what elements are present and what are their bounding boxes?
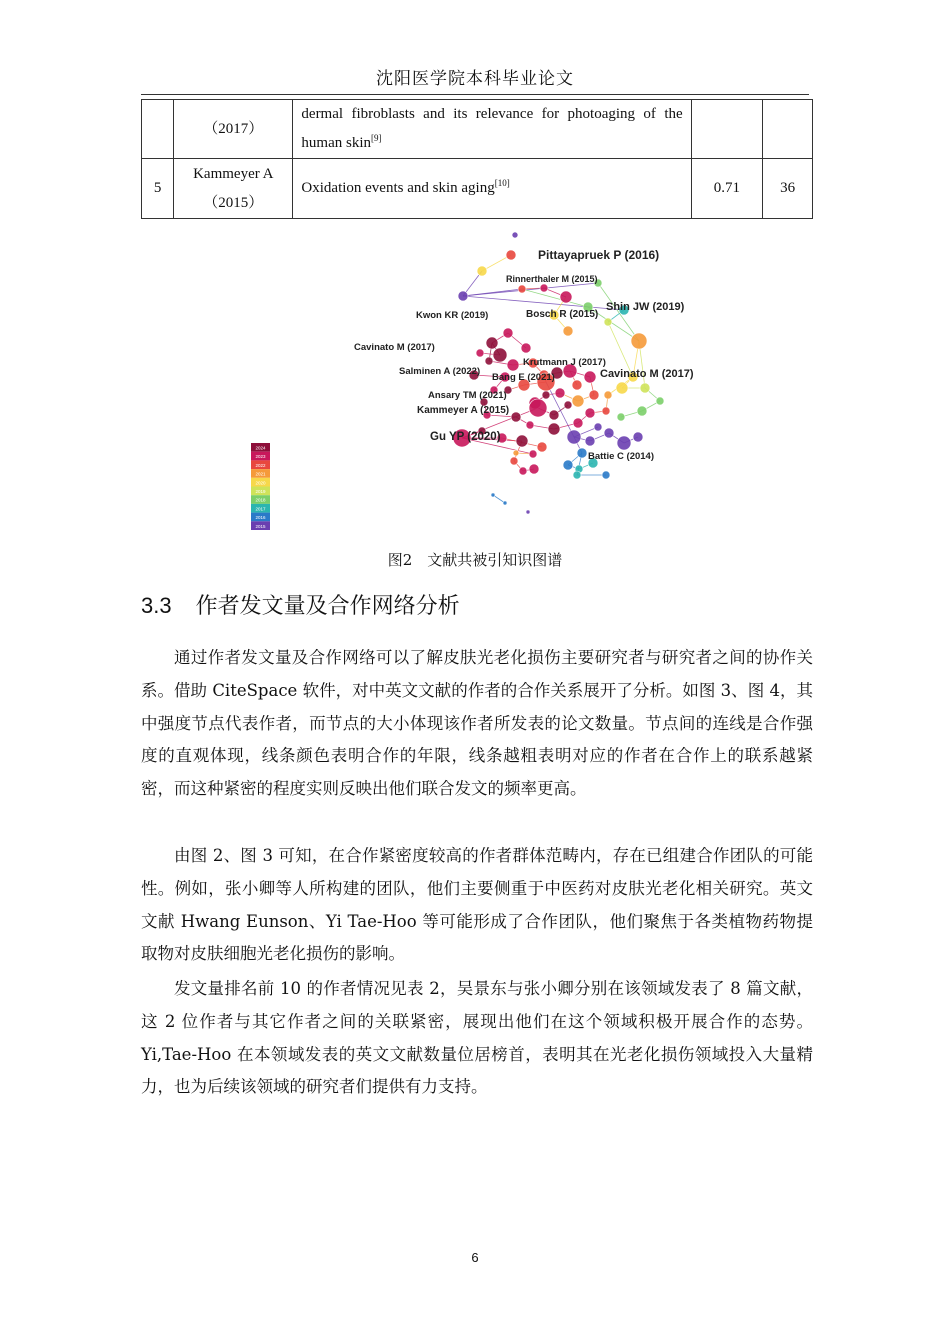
node-label: Bosch R (2015) — [526, 309, 599, 320]
network-node — [529, 399, 547, 417]
node-label: Rinnerthaler M (2015) — [506, 274, 598, 284]
network-node — [604, 428, 614, 438]
section-number: 3.3 — [141, 593, 172, 618]
network-node — [572, 380, 582, 390]
cell-score — [691, 100, 762, 159]
author-name: Kammeyer A — [193, 165, 274, 182]
node-label: Kammeyer A (2015) — [417, 405, 510, 416]
legend-year: 2024 — [255, 445, 266, 451]
node-label: Ansary TM (2021) — [428, 390, 507, 401]
header-rule — [141, 94, 809, 95]
section-title: 作者发文量及合作网络分析 — [195, 594, 460, 619]
legend-year: 2023 — [255, 454, 266, 460]
network-node — [563, 460, 573, 470]
page-header: 沈阳医学院本科毕业论文 — [376, 69, 574, 89]
legend-year: 2015 — [255, 523, 266, 529]
network-node — [513, 450, 519, 456]
network-node — [521, 343, 531, 353]
cell-title — [293, 159, 691, 219]
node-label: Krutmann J (2017) — [523, 357, 606, 368]
citation-table — [141, 99, 813, 219]
page-number: 6 — [471, 1250, 479, 1265]
network-node — [594, 423, 602, 431]
paragraph: 通过作者发文量及合作网络可以了解皮肤光老化损伤主要研究者与研究者之间的协作关系。借助 CiteSpace 软件，对中英文文献的作者的合作关系展开了分析。如图 3、图 4，其中强度节点代表作者，而节点的大小体现该作者所发表的论文数量。节点间的连线是合作强度的直观体现，线条颜色表明合作的年限，线条越粗表明对应的作者在合作上的联系越紧密，而这种紧密的程度实则反映出他们联合发文的频率更高。 — [141, 648, 813, 799]
author-year: （2015） — [203, 194, 264, 211]
network-node — [640, 383, 650, 393]
network-node — [637, 406, 647, 416]
cell-rank — [142, 100, 174, 159]
network-node — [506, 250, 516, 260]
network-node — [572, 395, 584, 407]
network-node — [476, 349, 484, 357]
legend-year: 2021 — [255, 471, 266, 477]
network-node — [616, 382, 628, 394]
legend-year: 2016 — [255, 515, 266, 521]
network-node — [560, 291, 572, 303]
node-label: Cavinato M (2017) — [600, 368, 694, 380]
network-node — [585, 436, 595, 446]
network-edge — [463, 283, 598, 296]
legend-year: 2018 — [255, 497, 266, 503]
node-label: Shin JW (2019) — [606, 301, 685, 313]
node-label: Cavinato M (2017) — [354, 342, 435, 353]
table-row — [142, 100, 813, 159]
network-node — [529, 464, 539, 474]
network-node — [604, 318, 612, 326]
network-node — [577, 448, 587, 458]
network-node — [585, 408, 595, 418]
network-node — [542, 391, 550, 399]
figure-caption: 图2 文献共被引知识图谱 — [387, 551, 563, 569]
network-node — [507, 359, 519, 371]
network-node — [503, 501, 507, 505]
table-row — [142, 159, 813, 219]
network-node — [563, 326, 573, 336]
network-node — [573, 418, 583, 428]
network-node — [633, 432, 643, 442]
ref-mark: [10] — [494, 178, 510, 188]
network-node — [602, 471, 610, 479]
cocitation-network — [248, 225, 718, 535]
cell-score: 0.71 — [691, 159, 762, 219]
legend-year: 2017 — [255, 506, 266, 512]
network-node — [511, 412, 521, 422]
network-node — [604, 391, 612, 399]
network-node — [549, 410, 559, 420]
network-node — [584, 371, 596, 383]
cell-author — [174, 159, 293, 219]
network-node — [537, 442, 547, 452]
paragraph: 由图 2、图 3 可知，在合作紧密度较高的作者群体范畴内，存在已组建合作团队的可能性。例如，张小卿等人所构建的团队，他们主要侧重于中医药对皮肤光老化相关研究。英文文献 Hwang Eunson、Yi Tae-Hoo 等可能形成了合作团队，他们聚焦于各类植物药物提取物对皮肤细胞光老化损伤的影响。 — [141, 846, 813, 964]
network-edge — [463, 296, 624, 310]
node-label: Pittayapruek P (2016) — [538, 248, 660, 262]
ref-mark: [9] — [371, 133, 382, 143]
network-node — [548, 423, 560, 435]
network-node — [485, 357, 493, 365]
network-node — [526, 421, 534, 429]
network-node — [510, 457, 518, 465]
cell-count — [763, 100, 813, 159]
network-node — [540, 284, 548, 292]
network-node — [602, 407, 610, 415]
network-node — [493, 348, 507, 362]
author-year: （2017） — [203, 120, 264, 137]
node-label: Salminen A (2022) — [399, 366, 481, 377]
network-node — [519, 467, 527, 475]
network-node — [564, 401, 572, 409]
network-node — [567, 430, 581, 444]
title-text: dermal fibroblasts and its relevance for photoaging of the human skin — [301, 106, 683, 151]
node-label: Bang E (2021) — [492, 372, 555, 383]
network-node — [503, 328, 513, 338]
legend-year: 2022 — [255, 462, 266, 468]
network-node — [477, 266, 487, 276]
paragraph: 发文量排名前 10 的作者情况见表 2，吴景东与张小卿分别在该领域发表了 8 篇文献，这 2 位作者与其它作者之间的关联紧密，展现出他们在这个领域积极开展合作的态势。Yi,Tae-Hoo 在本领域发表的英文文献数量位居榜首，表明其在光老化损伤领域投入大量精力，也为后续该领域的研究者们提供有力支持。 — [141, 979, 813, 1097]
network-node — [512, 232, 518, 238]
year-legend — [251, 443, 270, 530]
cell-count: 36 — [763, 159, 813, 219]
cell-title — [293, 100, 691, 159]
network-node — [617, 413, 625, 421]
network-node — [526, 510, 530, 514]
network-node — [656, 397, 664, 405]
legend-year: 2019 — [255, 489, 266, 494]
network-node — [491, 493, 495, 497]
cell-rank: 5 — [142, 159, 174, 219]
network-node — [516, 435, 528, 447]
network-node — [518, 285, 526, 293]
node-label: Kwon KR (2019) — [416, 310, 489, 321]
network-node — [573, 471, 581, 479]
title-text: Oxidation events and skin aging — [301, 180, 495, 196]
network-node — [631, 333, 647, 349]
network-node — [617, 436, 631, 450]
network-node — [529, 450, 537, 458]
node-label: Battie C (2014) — [588, 451, 654, 462]
section-heading — [141, 589, 460, 620]
node-label: Gu YP (2020) — [430, 431, 501, 443]
network-node — [458, 291, 468, 301]
network-node — [486, 337, 498, 349]
network-node — [555, 388, 565, 398]
legend-year: 2020 — [255, 480, 266, 486]
cell-author — [174, 100, 293, 159]
network-node — [589, 390, 599, 400]
network-labels — [354, 248, 694, 462]
